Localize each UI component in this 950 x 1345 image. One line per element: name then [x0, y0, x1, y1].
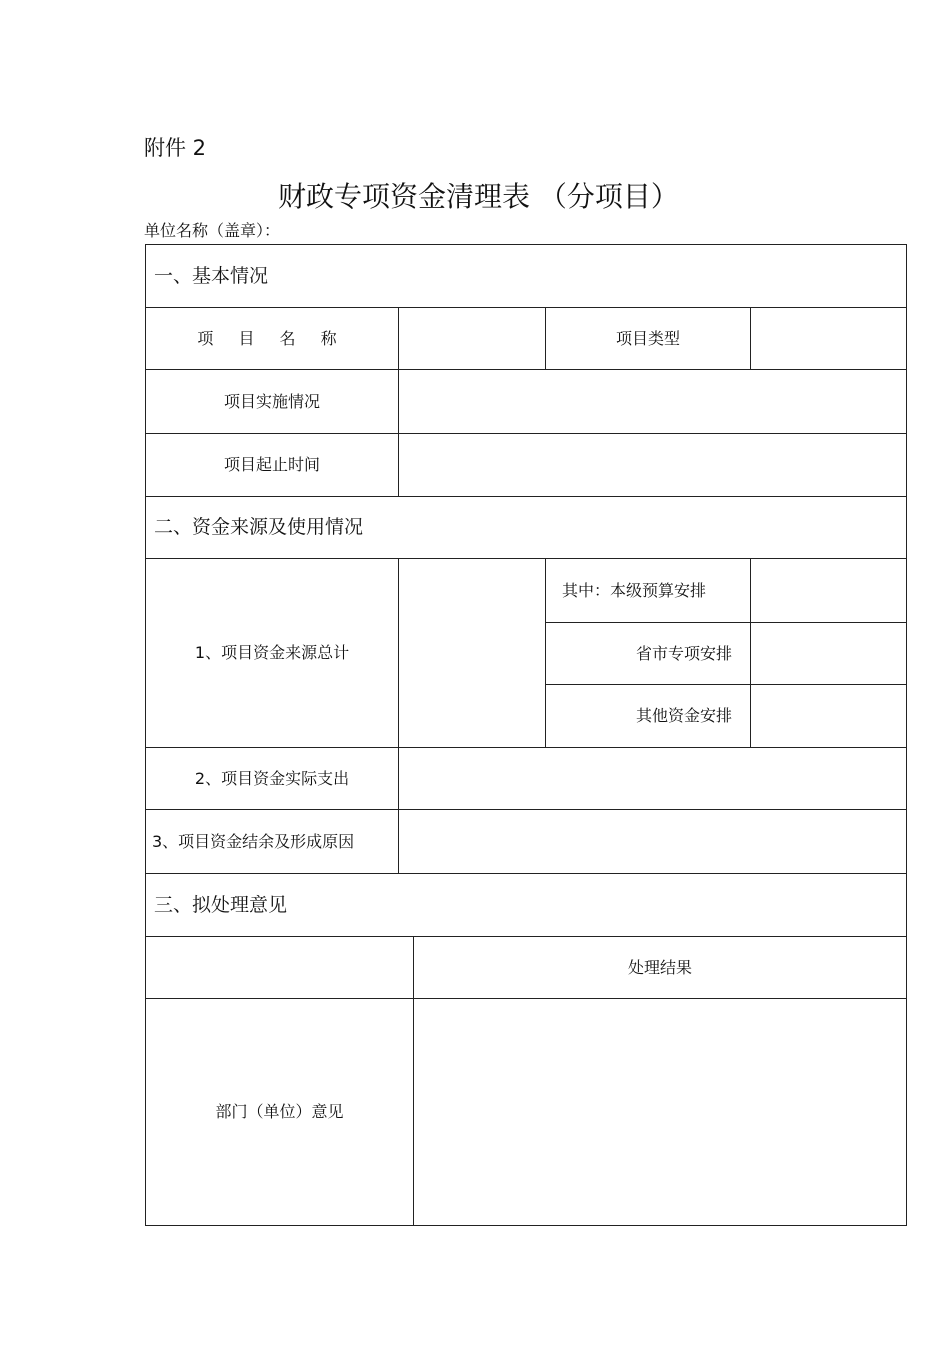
unit-name-label: 单位名称（盖章）： [144, 221, 281, 240]
handling-result-label: 处理结果 [413, 936, 907, 999]
local-budget-field[interactable] [750, 558, 907, 623]
section-funding-heading: 二、资金来源及使用情况 [145, 496, 907, 559]
local-budget-label: 其中：本级预算安排 [545, 558, 751, 623]
project-name-field[interactable] [398, 307, 546, 370]
department-opinion-label: 部门（单位）意见 [145, 998, 414, 1226]
actual-spending-label: 2、项目资金实际支出 [145, 747, 399, 810]
funding-surplus-field[interactable] [398, 809, 907, 874]
funding-surplus-label: 3、项目资金结余及形成原因 [145, 809, 399, 874]
section-proposed-handling-heading: 三、拟处理意见 [145, 873, 907, 937]
project-type-label: 项目类型 [545, 307, 751, 370]
department-opinion-field[interactable] [413, 998, 907, 1226]
section-basic-info-heading: 一、基本情况 [145, 244, 907, 308]
project-type-field[interactable] [750, 307, 907, 370]
total-funding-source-field[interactable] [398, 558, 546, 748]
other-funding-label: 其他资金安排 [545, 684, 751, 748]
project-period-label: 项目起止时间 [145, 433, 399, 497]
actual-spending-field[interactable] [398, 747, 907, 810]
other-funding-field[interactable] [750, 684, 907, 748]
form-title: 财政专项资金清理表 （分项目） [278, 180, 679, 213]
total-funding-source-label: 1、项目资金来源总计 [145, 558, 399, 748]
project-implementation-field[interactable] [398, 369, 907, 434]
blank-header-cell [145, 936, 414, 999]
project-name-label: 项 目 名 称 [145, 307, 399, 370]
provincial-funding-field[interactable] [750, 622, 907, 685]
provincial-funding-label: 省市专项安排 [545, 622, 751, 685]
project-period-field[interactable] [398, 433, 907, 497]
project-implementation-label: 项目实施情况 [145, 369, 399, 434]
attachment-label: 附件 2 [144, 136, 207, 160]
